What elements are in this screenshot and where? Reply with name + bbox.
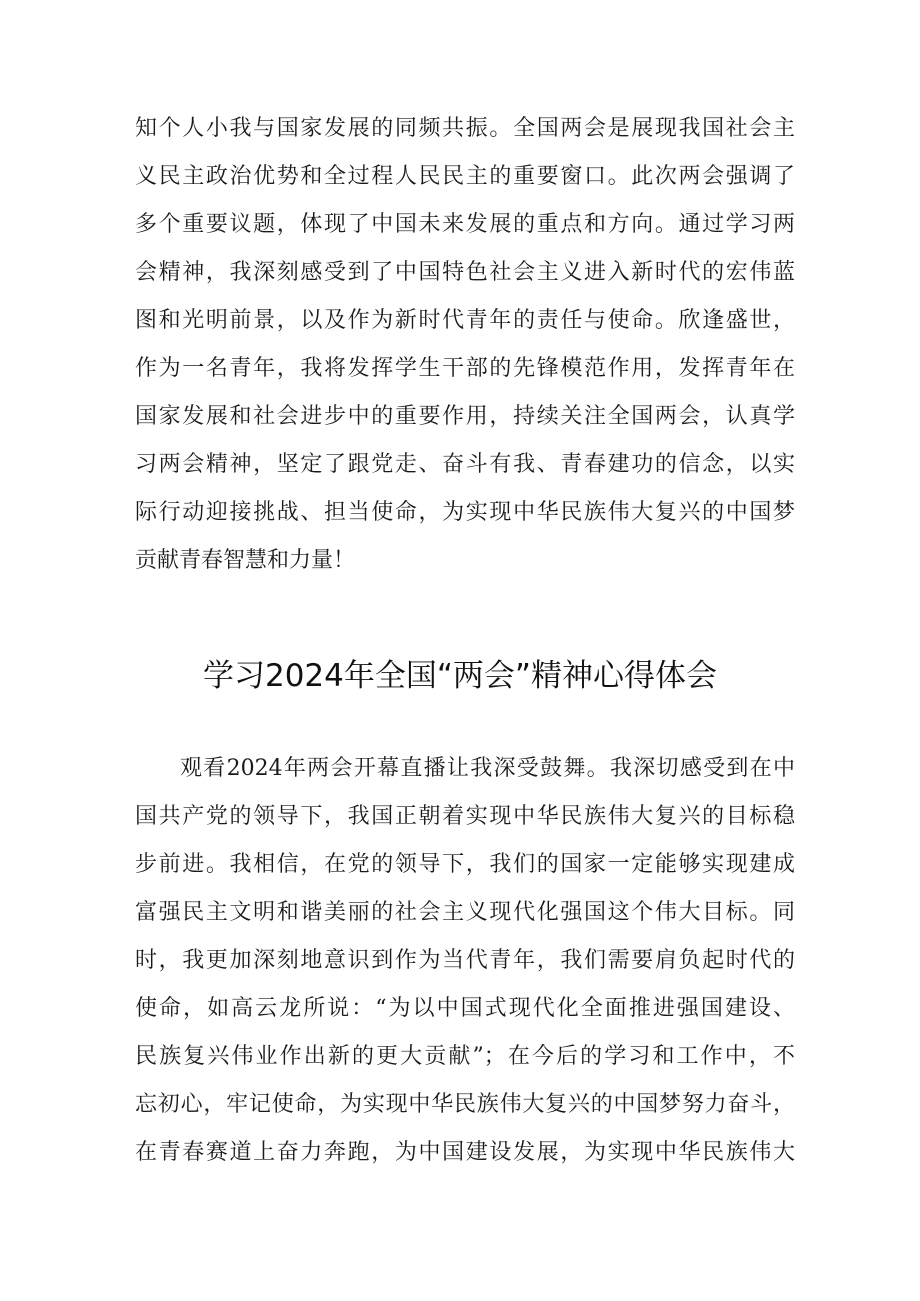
section-title: 学习2024年全国“两会”精神心得体会 [202,658,717,694]
paragraph-line: 多个重要议题，体现了中国未来发展的重点和方向。通过学习两 [135,212,795,237]
paragraph-line: 作为一名青年，我将发挥学生干部的先锋模范作用，发挥青年在 [135,356,795,381]
paragraph-line: 在青春赛道上奋力奔跑，为中国建设发展，为实现中华民族伟大 [135,1140,795,1165]
paragraph-line: 时，我更加深刻地意识到作为当代青年，我们需要肩负起时代的 [135,948,795,973]
paragraph-line: 贡献青春智慧和力量！ [135,548,356,573]
paragraph-line: 知个人小我与国家发展的同频共振。全国两会是展现我国社会主 [135,116,795,141]
paragraph-line: 国家发展和社会进步中的重要作用，持续关注全国两会，认真学 [135,404,795,429]
paragraph-line: 富强民主文明和谐美丽的社会主义现代化强国这个伟大目标。同 [135,900,795,925]
paragraph-line: 会精神，我深刻感受到了中国特色社会主义进入新时代的宏伟蓝 [135,260,795,285]
paragraph-line: 义民主政治优势和全过程人民民主的重要窗口。此次两会强调了 [135,164,795,189]
paragraph-line: 民族复兴伟业作出新的更大贡献”；在今后的学习和工作中，不 [135,1044,795,1069]
paragraph-line: 忘初心，牢记使命，为实现中华民族伟大复兴的中国梦努力奋斗， [135,1092,795,1117]
paragraph-line: 际行动迎接挑战、担当使命，为实现中华民族伟大复兴的中国梦 [135,500,795,525]
paragraph-line: 图和光明前景，以及作为新时代青年的责任与使命。欣逢盛世， [135,308,795,333]
paragraph-line: 国共产党的领导下，我国正朝着实现中华民族伟大复兴的目标稳 [135,804,795,829]
paragraph-line: 习两会精神，坚定了跟党走、奋斗有我、青春建功的信念，以实 [135,452,795,477]
paragraph-line: 使命，如高云龙所说：“为以中国式现代化全面推进强国建设、 [135,996,795,1021]
paragraph-line: 步前进。我相信，在党的领导下，我们的国家一定能够实现建成 [135,852,795,877]
paragraph-line: 观看2024年两会开幕直播让我深受鼓舞。我深切感受到在中 [180,756,795,781]
